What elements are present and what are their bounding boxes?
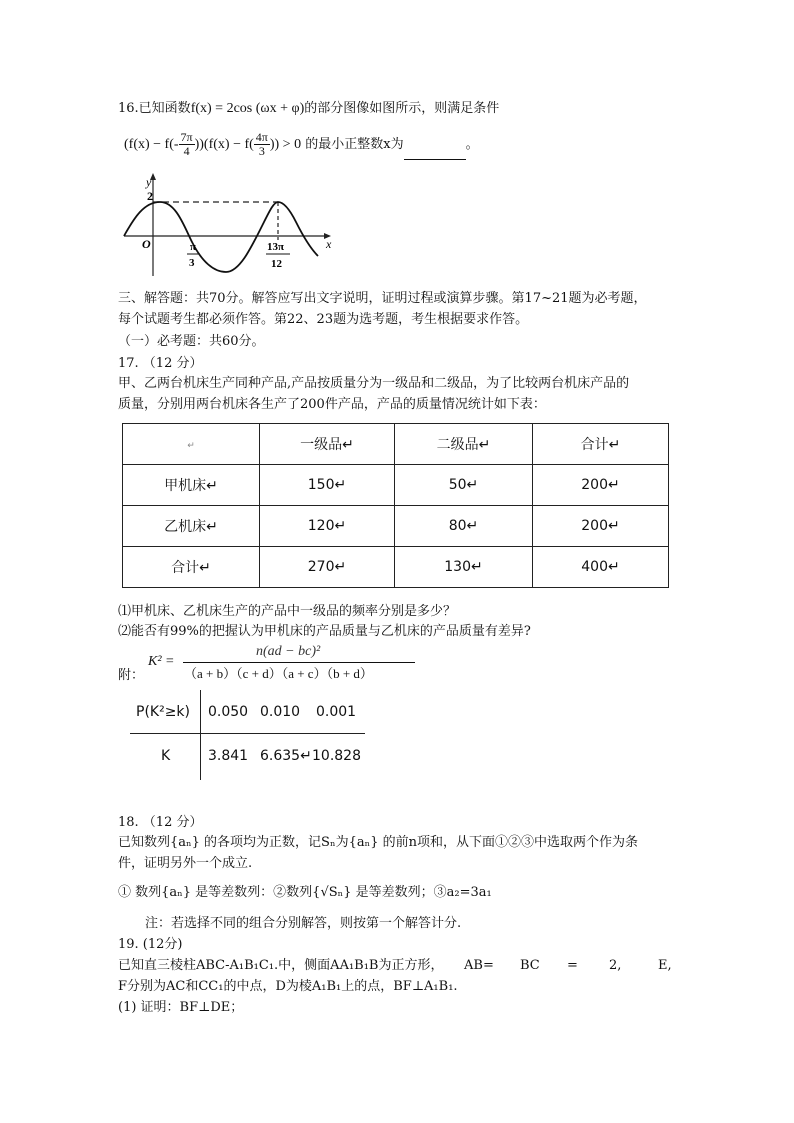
cell-total: 400↵ <box>533 547 669 588</box>
section3-line3: （一）必考题：共60分。 <box>118 334 265 349</box>
cell-first-grade: 150↵ <box>260 465 395 506</box>
q19-para-1c: BC <box>520 958 540 973</box>
ktable-p-value: 0.050 <box>208 704 249 720</box>
q16-cond-tail: 的最小正整数x为 <box>305 137 404 152</box>
q16-frac-1-num: 7π <box>180 130 193 144</box>
formula-denominator: （a + b）（c + d）（a + c）（b + d） <box>184 666 373 681</box>
cell-total: 200↵ <box>533 465 669 506</box>
cell-second-grade: 130↵ <box>395 547 533 588</box>
ktable-k-value: 6.635↵ <box>260 748 312 764</box>
x-label: x <box>326 237 332 251</box>
q16-cosine-graph <box>118 170 338 278</box>
row-label: 甲机床↵ <box>123 465 260 506</box>
table-row <box>123 465 669 506</box>
table-row <box>123 547 669 588</box>
q19-para-1b: AB= <box>464 958 494 973</box>
q16-frac-2-num: 4π <box>255 130 268 144</box>
appendix-label: 附： <box>118 668 145 683</box>
q17-header: 17. （12 分） <box>118 356 203 371</box>
cell-total: 200↵ <box>533 506 669 547</box>
q19-para-1a: 已知直三棱柱ABC-A₁B₁C₁.中，侧面AA₁B₁B为正方形， <box>118 958 444 973</box>
q16-cond-end: 。 <box>465 137 479 152</box>
q16-prefix: 16.已知函数 <box>118 101 191 116</box>
q16-suffix: 的部分图像如图所示，则满足条件 <box>304 101 500 116</box>
q16-function: f(x) = 2cos (ωx + φ) <box>190 101 305 116</box>
q19-header: 19. (12分) <box>118 937 183 952</box>
q16-cond-b: ))(f(x) − f( <box>194 137 254 152</box>
q18-header: 18. （12 分） <box>118 815 203 830</box>
q19-sub-1: (1) 证明：BF⊥DE； <box>118 1000 244 1015</box>
q16-frac-1-den: 4 <box>183 144 190 158</box>
row-label: 乙机床↵ <box>123 506 260 547</box>
section3-line1: 三、解答题：共70分。解答应写出文字说明，证明过程或演算步骤。第17~21题为必考题， <box>118 291 647 306</box>
ktable-p-value: 0.001 <box>316 704 357 720</box>
ktable-k-label: K <box>161 748 171 764</box>
formula-k: K² = <box>148 654 175 669</box>
tick2-den: 12 <box>271 258 282 270</box>
tick1-num: π <box>190 241 197 253</box>
peak-label: 2 <box>147 189 153 203</box>
q16-frac-1 <box>179 131 195 158</box>
y-label: y <box>146 175 152 189</box>
q17-para-2: 质量，分别用两台机床各生产了200件产品，产品的质量情况统计如下表： <box>118 397 546 412</box>
table-header-row <box>123 424 669 465</box>
q16-frac-2-den: 3 <box>258 144 265 158</box>
formula-fraction-bar <box>183 662 415 663</box>
q16-answer-blank <box>404 147 466 160</box>
ktable-p-label: P(K²≥k) <box>136 704 190 720</box>
q18-note: 注：若选择不同的组合分别解答，则按第一个解答计分. <box>145 916 462 931</box>
origin-label: O <box>142 237 151 251</box>
q18-conditions: ① 数列{aₙ} 是等差数列：②数列{√Sₙ} 是等差数列；③a₂=3a₁ <box>118 885 492 900</box>
tick2-num: 13π <box>267 241 285 253</box>
ktable-vertical-line <box>200 690 201 780</box>
q17-para-1: 甲、乙两台机床生产同种产品,产品按质量分为一级品和二级品，为了比较两台机床产品的 <box>118 376 630 391</box>
table-col-total: 合计↵ <box>533 424 669 465</box>
q16-cond-a: (f(x) − f(- <box>124 137 179 152</box>
ktable-p-value: 0.010 <box>260 704 301 720</box>
section3-line2: 每个试题考生都必须作答。第22、23题为选考题，考生根据要求作答。 <box>118 312 529 327</box>
table-corner-cell: ↵ <box>123 424 260 465</box>
ktable-k-value: 3.841 <box>208 748 249 764</box>
quality-table <box>122 423 669 588</box>
q17-sub-2: ⑵能否有99%的把握认为甲机床的产品质量与乙机床的产品质量有差异? <box>118 624 531 639</box>
cell-first-grade: 120↵ <box>260 506 395 547</box>
cell-second-grade: 50↵ <box>395 465 533 506</box>
cell-second-grade: 80↵ <box>395 506 533 547</box>
tick1-den: 3 <box>189 257 195 269</box>
q16-cond-c: )) > 0 <box>269 137 302 152</box>
table-row <box>123 506 669 547</box>
q19-para-1e: 2, <box>609 958 622 973</box>
q16-condition <box>124 130 479 160</box>
q16-line1 <box>118 101 499 117</box>
q19-para-1d: = <box>567 958 578 973</box>
q16-frac-2 <box>254 131 270 158</box>
critical-value-table <box>130 690 370 780</box>
q18-para-2: 件，证明另外一个成立. <box>118 856 253 871</box>
q19-para-2: F分别为AC和CC₁的中点，D为棱A₁B₁上的点，BF⊥A₁B₁. <box>118 979 458 994</box>
table-col-second-grade: 二级品↵ <box>395 424 533 465</box>
q17-sub-1: ⑴甲机床、乙机床生产的产品中一级品的频率分别是多少？ <box>118 604 457 619</box>
ktable-horizontal-line <box>130 733 365 734</box>
q18-para-1: 已知数列{aₙ} 的各项均为正数，记Sₙ为{aₙ} 的前n项和，从下面①②③中选取两个作为条 <box>118 835 639 850</box>
formula-numerator: n(ad − bc)² <box>256 644 321 659</box>
row-label: 合计↵ <box>123 547 260 588</box>
table-col-first-grade: 一级品↵ <box>260 424 395 465</box>
ktable-k-value: 10.828 <box>312 748 361 764</box>
cell-first-grade: 270↵ <box>260 547 395 588</box>
q19-para-1f: E, <box>658 958 672 973</box>
